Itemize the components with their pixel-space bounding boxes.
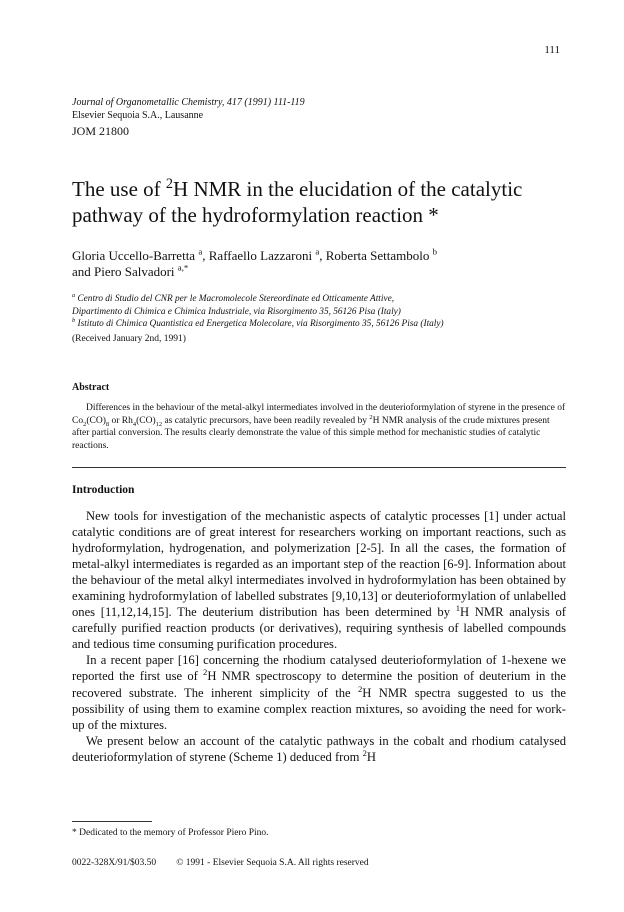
section-divider [72, 467, 566, 468]
copyright-line [72, 858, 369, 868]
affiliation-a [72, 293, 572, 306]
affiliation-b [72, 318, 572, 331]
author-2-mark: a [315, 246, 320, 257]
jom-id: JOM 21800 [72, 124, 130, 138]
intro-paragraph-1: New tools for investigation of the mechanistic aspects of catalytic processes [1] under actual catalytic conditions are of great interest for researchers working on important reactions, such as hydroformylation, hydrogenation, and polymerization [2-5]. In all the cases, the formation of metal-alkyl intermediates is regarded as an important step of the reaction [6-9]. Information about the behaviour of the metal alkyl intermediates involved in hydroformylation has been obtained by examining hydroformylation of labelled substrates [9,10,13] or deuterioformylation of unlabelled ones [11,12,14,15]. The deuterium distribution has been determined by $^1$H NMR analysis of carefully purified reaction products (or derivatives), requiring synthesis of labelled compounds and tedious time consuming purification procedures. [72, 509, 566, 652]
title-text-rest: H NMR in the elucidation of the catalytic pathway of the hydroformylation reaction * [72, 177, 523, 227]
page-number: 111 [544, 44, 560, 56]
affiliations [72, 293, 572, 331]
introduction-heading: Introduction [72, 484, 135, 496]
affiliation-a-mark: a [72, 291, 76, 299]
author-1: Gloria Uccello-Barretta [72, 248, 196, 263]
author-2: Raffaello Lazzaroni [208, 248, 313, 263]
author-list: Gloria Uccello-Barretta $^a$, Raffaello Lazzaroni $^a$, Roberta Settambolo $^b$ and Piero Salvadori $^{a,*}$ [72, 246, 438, 279]
affiliation-b-mark: b [72, 316, 76, 324]
footnote: * Dedicated to the memory of Professor Piero Pino. [72, 828, 269, 838]
abstract-heading: Abstract [72, 382, 110, 393]
journal-citation: Journal of Organometallic Chemistry, 417 (1991) 111-119 [72, 97, 305, 108]
affiliation-a-line1: Centro di Studio del CNR per le Macromolecole Stereordinate ed Otticamente Attive, [77, 294, 395, 304]
author-joiner: and [72, 264, 91, 279]
author-3-mark: b [432, 246, 438, 257]
intro-paragraph-3: We present below an account of the catalytic pathways in the cobalt and rhodium catalysed deuterioformylation of styrene (Scheme 1) deduced from $^2$H [72, 733, 566, 764]
author-1-mark: a [198, 246, 203, 257]
journal-header [72, 96, 305, 122]
affiliation-a-line2: Dipartimento di Chimica e Chimica Industriale, via Risorgimento 35, 56126 Pisa (Italy) [72, 306, 401, 317]
copyright-notice: © 1991 - Elsevier Sequoia S.A. All rights reserved [176, 858, 369, 868]
title-superscript: 2 [165, 176, 174, 192]
title-text-start: The use of [72, 177, 166, 201]
abstract-body [72, 402, 566, 452]
intro-paragraph-2: In a recent paper [16] concerning the rhodium catalysed deuterioformylation of 1-hexene we reported the first use of $^2$H NMR spectroscopy to determine the position of deuterium in the recovered substrate. The inherent simplicity of the $^2$H NMR spectra suggested to us the possibility of using them to examine complex reaction mixtures, so avoiding the need for work-up of the mixtures. [72, 653, 566, 732]
article-title [72, 176, 572, 228]
introduction-body [72, 508, 566, 765]
author-4: Piero Salvadori [94, 264, 175, 279]
price-code: 0022-328X/91/$03.50 [72, 858, 157, 868]
author-4-mark: a,* [177, 262, 189, 273]
received-date: (Received January 2nd, 1991) [72, 334, 186, 344]
author-3: Roberta Settambolo [325, 248, 430, 263]
affiliation-b-line: Istituto di Chimica Quantistica ed Energetica Molecolare, via Risorgimento 35, 56126 Pisa (Italy) [77, 319, 444, 329]
publisher: Elsevier Sequoia S.A., Lausanne [72, 110, 204, 121]
abstract-paragraph: Differences in the behaviour of the metal-alkyl intermediates involved in the deuterioformylation of styrene in the presence of $Co_2(CO)_8$ or $Rh_4(CO)_{12}$ as catalytic precursors, have been readily revealed by $^2$H NMR analysis of the crude mixtures present after partial conversion. The results clearly demonstrate the value of this simple method for mechanistic studies of catalytic reactions. [72, 403, 566, 451]
footnote-divider [72, 821, 152, 822]
